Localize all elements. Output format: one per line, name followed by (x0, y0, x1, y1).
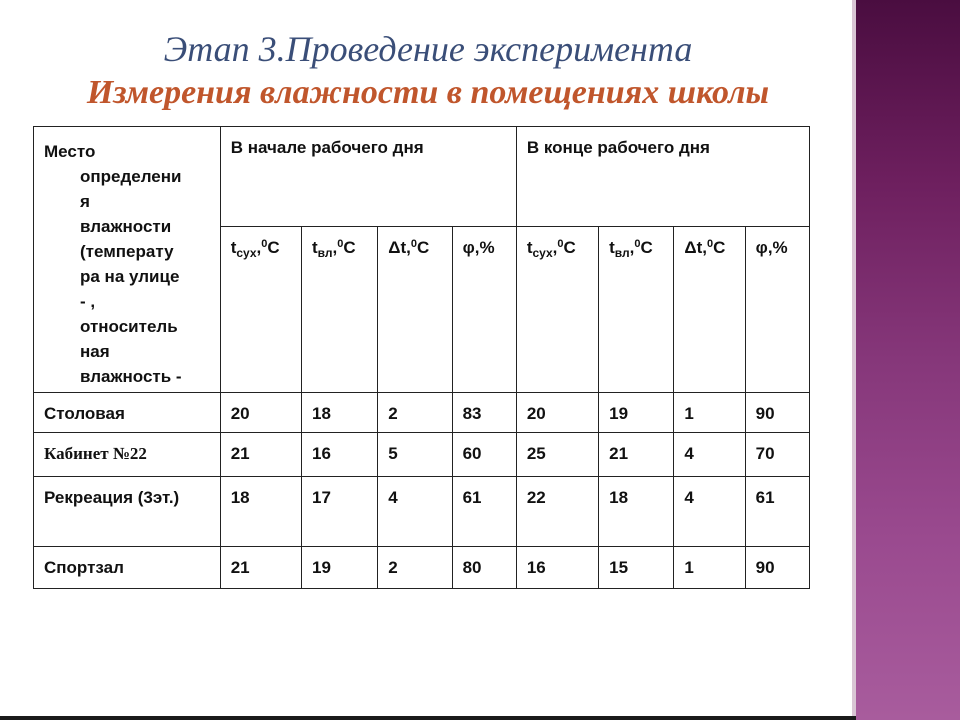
column-header: φ,% (452, 227, 516, 393)
cell-value: 61 (452, 477, 516, 547)
row-place: Спортзал (34, 547, 221, 589)
column-header: $t_{сух},^0C$ (220, 227, 301, 393)
row-place: Столовая (34, 393, 221, 433)
cell-value: 1 (674, 393, 745, 433)
column-header: φ,% (745, 227, 809, 393)
cell-value: 22 (516, 477, 598, 547)
place-header-line: определени (80, 167, 182, 186)
cell-value: 21 (220, 433, 301, 477)
cell-value: 16 (302, 433, 378, 477)
place-header-line: Место (44, 142, 96, 161)
slide-subtitle: Измерения влажности в помещениях школы (86, 74, 770, 111)
cell-value: 20 (220, 393, 301, 433)
table-row (34, 433, 810, 477)
cell-value: 90 (745, 393, 809, 433)
cell-value: 17 (302, 477, 378, 547)
cell-value: 21 (220, 547, 301, 589)
place-header-line: влажности (80, 217, 172, 236)
cell-value: 2 (378, 547, 452, 589)
cell-value: 25 (516, 433, 598, 477)
cell-value: 80 (452, 547, 516, 589)
cell-value: 19 (302, 547, 378, 589)
cell-value: 18 (599, 477, 674, 547)
cell-value: 4 (674, 433, 745, 477)
cell-value: 1 (674, 547, 745, 589)
table-row (34, 393, 810, 433)
place-header-cell (34, 127, 221, 393)
cell-value: 83 (452, 393, 516, 433)
cell-value: 20 (516, 393, 598, 433)
cell-value: 16 (516, 547, 598, 589)
cell-value: 5 (378, 433, 452, 477)
cell-value: 61 (745, 477, 809, 547)
cell-value: 2 (378, 393, 452, 433)
cell-value: 90 (745, 547, 809, 589)
place-header-line: я (80, 192, 90, 211)
humidity-table (33, 126, 810, 589)
place-header-line: - , (80, 292, 96, 311)
place-header (44, 135, 220, 389)
slide-title: Этап 3.Проведение эксперимента (163, 29, 693, 69)
place-header-line: относитель (80, 317, 178, 336)
cell-value: 70 (745, 433, 809, 477)
place-header-line: ра на улице (80, 267, 180, 286)
group-header-end: В конце рабочего дня (516, 127, 809, 227)
table-row (34, 547, 810, 589)
cell-value: 4 (378, 477, 452, 547)
column-header: $t_{вл},^0C$ (302, 227, 378, 393)
place-header-line: влажность - (80, 367, 182, 386)
row-place: Рекреация (3эт.) (34, 477, 221, 547)
cell-value: 18 (302, 393, 378, 433)
row-place: Кабинет №22 (34, 433, 221, 477)
cell-value: 15 (599, 547, 674, 589)
decorative-side-bar (856, 0, 960, 720)
column-header: Δt,$^0$C (674, 227, 745, 393)
cell-value: 21 (599, 433, 674, 477)
column-header: Δt,$^0$C (378, 227, 452, 393)
cell-value: 4 (674, 477, 745, 547)
cell-value: 18 (220, 477, 301, 547)
column-header: $t_{сух},^0C$ (516, 227, 598, 393)
bottom-rule (0, 716, 856, 720)
column-header: $t_{вл},^0C$ (599, 227, 674, 393)
table-row (34, 477, 810, 547)
cell-value: 19 (599, 393, 674, 433)
place-header-line: ная (80, 342, 110, 361)
group-header-start: В начале рабочего дня (220, 127, 516, 227)
cell-value: 60 (452, 433, 516, 477)
place-header-line: (температу (80, 242, 174, 261)
